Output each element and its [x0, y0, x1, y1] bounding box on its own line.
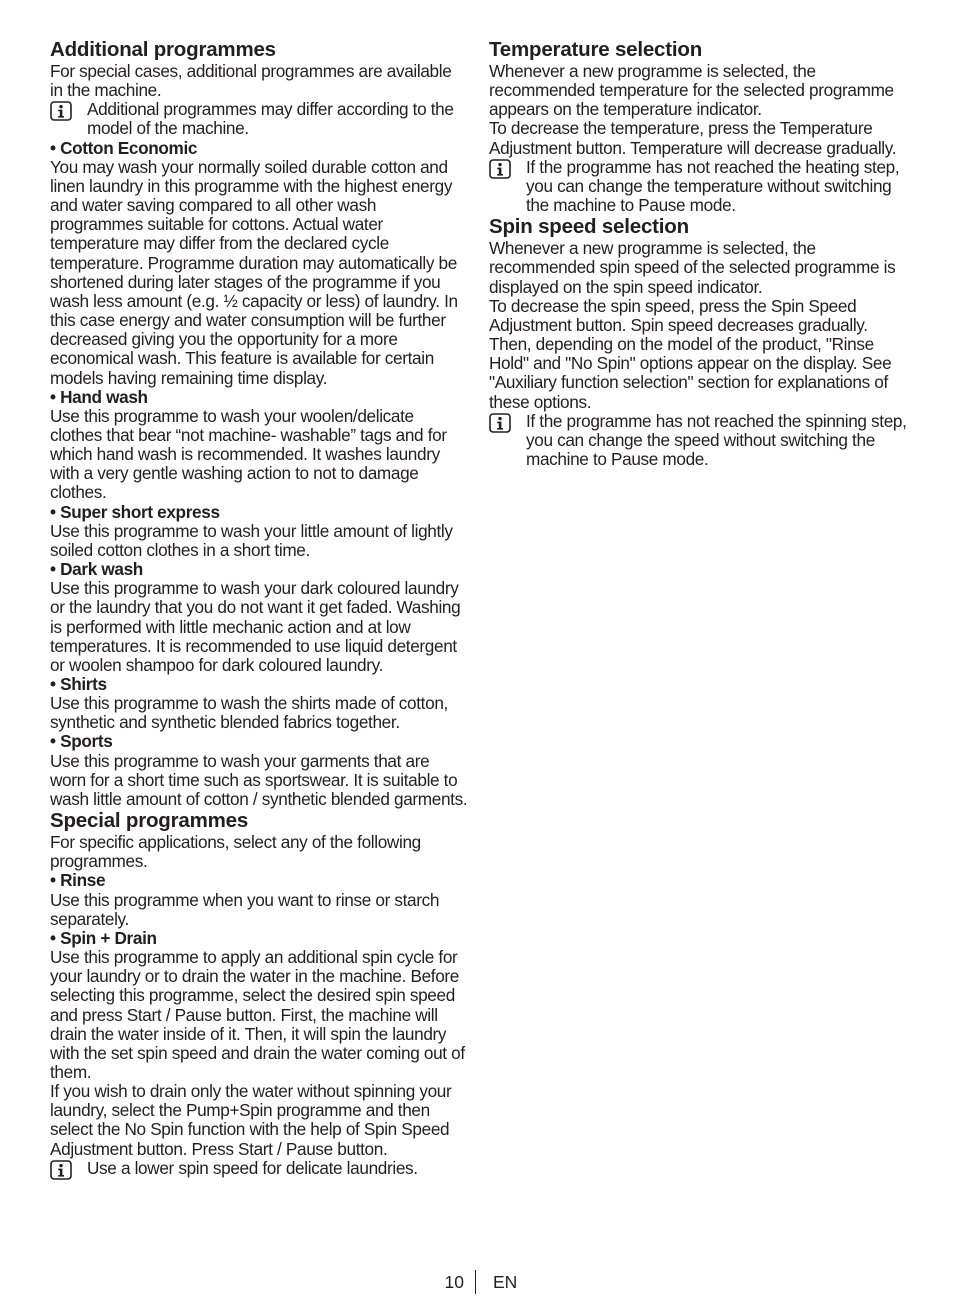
note-additional	[50, 100, 468, 138]
info-icon	[50, 1159, 87, 1180]
programme-body-cotton-economic: You may wash your normally soiled durable cotton and linen laundry in this programme with the highest energy and water saving compared to all other wash programmes suitable for cottons. Actual water temperature may differ from the declared cycle temperature. Programme duration may automatically be shortened during later stages of the programme if you wash less amount (e.g. ½ capacity or less) of laundry. In this case energy and water consumption will be further decreased giving you the opportunity for a more economical wash. This feature is available for certain models having remaining time display.	[50, 156, 458, 388]
temperature-body-2: To decrease the temperature, press the Temperature Adjustment button. Temperature will decrease gradually.	[489, 118, 897, 158]
section-heading-spin-speed-selection: Spin speed selection	[489, 215, 689, 239]
section-heading-additional-programmes: Additional programmes	[50, 38, 276, 61]
page-footer	[0, 1270, 954, 1296]
note-spin-drain	[50, 1159, 468, 1180]
programme-title-shirts: • Shirts	[50, 674, 107, 694]
temperature-body: Whenever a new programme is selected, the recommended temperature for the selected programme appears on the temperature indicator.	[489, 61, 894, 120]
right-column	[489, 38, 907, 469]
footer-divider	[475, 1270, 476, 1294]
note-text: Additional programmes may differ according to the model of the machine.	[87, 99, 454, 139]
note-spin	[489, 412, 907, 469]
programme-title-rinse: • Rinse	[50, 870, 106, 891]
programme-body-spin-drain-2: If you wish to drain only the water without spinning your laundry, select the Pump+Spin programme and then select the No Spin function with the help of Spin Speed Adjustment button. Press Start / Pause button.	[50, 1081, 452, 1159]
note-text: If the programme has not reached the spinning step, you can change the speed without switching the machine to Pause mode.	[526, 410, 907, 469]
info-icon	[489, 412, 526, 433]
info-icon	[489, 158, 526, 179]
programme-title-cotton-economic: • Cotton Economic	[50, 137, 198, 158]
note-temperature	[489, 158, 907, 215]
page-number: 10	[444, 1272, 464, 1292]
additional-intro: For special cases, additional programmes are available in the machine.	[50, 61, 452, 101]
programme-body-shirts: Use this programme to wash the shirts made of cotton, synthetic and synthetic blended fabrics together.	[50, 693, 448, 733]
left-column	[50, 38, 468, 1180]
special-intro: For specific applications, select any of the following programmes.	[50, 832, 421, 872]
programme-body-rinse: Use this programme when you want to rinse or starch separately.	[50, 889, 440, 929]
section-heading-special-programmes: Special programmes	[50, 809, 249, 833]
spin-body: Whenever a new programme is selected, the recommended spin speed of the selected programme is displayed on the spin speed indicator.	[489, 238, 896, 297]
programme-body-dark-wash: Use this programme to wash your dark coloured laundry or the laundry that you do not want it get faded. Washing is performed with little mechanic action and at low temperatures. It is recommended to use liquid detergent or woolen shampoo for dark coloured laundry.	[50, 578, 461, 675]
info-icon	[50, 100, 87, 121]
programme-title-sports: • Sports	[50, 731, 113, 752]
note-text: If the programme has not reached the heating step, you can change the temperature without switching the machine to Pause mode.	[526, 156, 900, 216]
section-heading-temperature-selection: Temperature selection	[489, 38, 703, 61]
programme-body-super-short-express: Use this programme to wash your little amount of lightly soiled cotton clothes in a short time.	[50, 520, 453, 560]
programme-body-sports: Use this programme to wash your garments that are worn for a short time such as sportswear. It is suitable to wash little amount of cotton / synthetic blended garments.	[50, 750, 468, 809]
programme-body-spin-drain: Use this programme to apply an additional spin cycle for your laundry or to drain the water in the machine. Before selecting this programme, select the desired spin speed and press Start / Pause button. First, the machine will drain the water inside of it. Then, it will spin the laundry with the set spin speed and drain the water coming out of them.	[50, 947, 465, 1082]
programme-title-super-short-express: • Super short express	[50, 501, 220, 522]
programme-title-hand-wash: • Hand wash	[50, 386, 148, 407]
note-text: Use a lower spin speed for delicate laundries.	[87, 1157, 418, 1178]
programme-title-spin-drain: • Spin + Drain	[50, 927, 157, 948]
spin-body-2: To decrease the spin speed, press the Spin Speed Adjustment button. Spin speed decreases gradually. Then, depending on the model of the product, "Rinse Hold" and "No Spin" options appear on the display. See "Auxiliary function selection" section for explanations of these options.	[489, 295, 892, 412]
programme-title-dark-wash: • Dark wash	[50, 559, 143, 580]
language-code: EN	[493, 1272, 518, 1292]
programme-body-hand-wash: Use this programme to wash your woolen/delicate clothes that bear “not machine- washable” tags and for which hand wash is recommended. It washes laundry with a very gentle washing action to not to damage clothes.	[50, 405, 447, 503]
